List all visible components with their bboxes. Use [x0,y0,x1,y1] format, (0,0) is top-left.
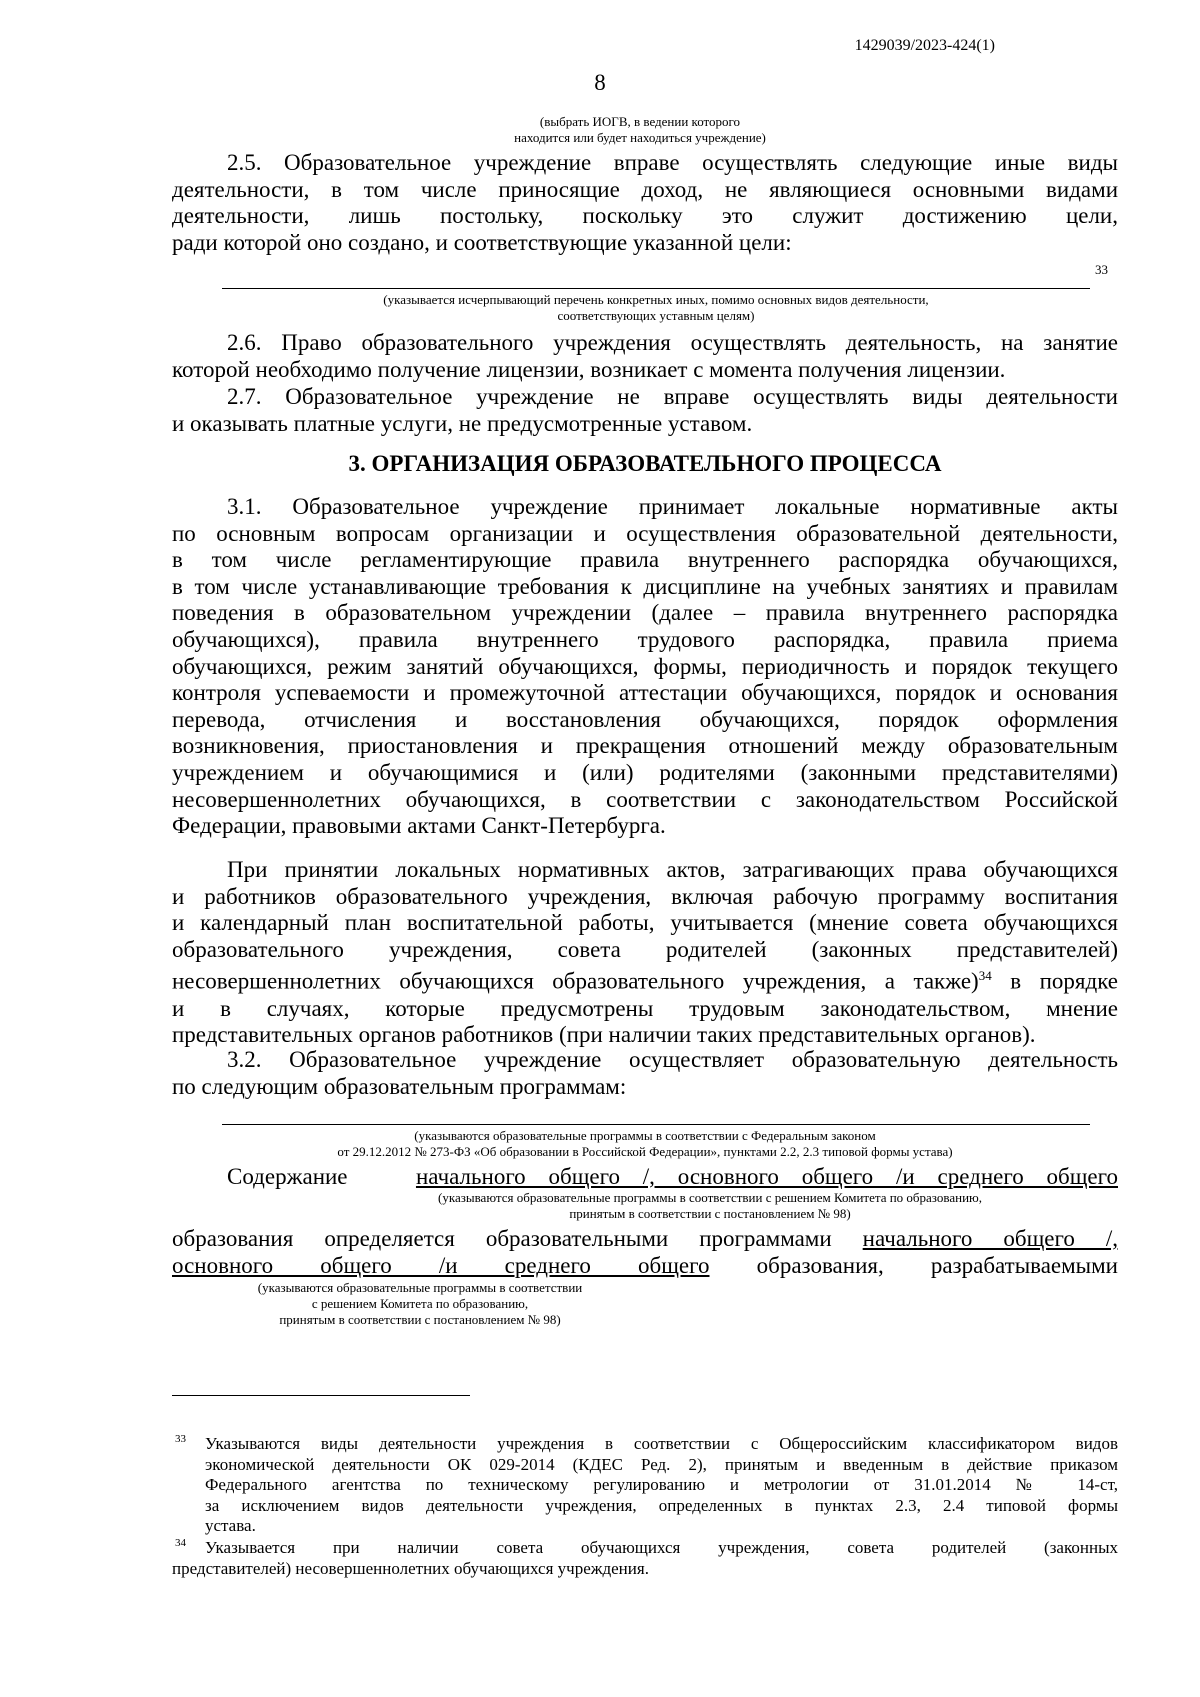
footnote-ref-33: 33 [1095,262,1108,277]
footnote-separator [172,1395,470,1396]
content-note-2: (указываются образовательные программы в соответствии с решением Комитета по образованию, принятым в соответствии с постановлением № 98) [257,1280,583,1327]
programs-note: (указываются образовательные программы в соответствии с Федеральным законом от 29.12.2012 № 273-ФЗ «Об образовании в Российской Федерации», пунктами 2.2, 2.3 типовой формы устава) [337,1128,953,1159]
content-continuation: образования определяется образовательными программами начального общего /, основного общего /и среднего общего образования, разрабатываемыми [172,1226,1118,1278]
paragraph-3-2: 3.2. Образовательное учреждение осуществляет образовательную деятельность по следующим образовательным программам: [172,1047,1118,1099]
footnote-34-mark: 34 [175,1537,186,1549]
content-line [227,1164,1118,1191]
footnote-33: Указываются виды деятельности учреждения в соответствии с Общероссийским классификатором видов экономической деятельности ОК 029-2014 (КДЕС Ред. 2), принятым и введенным в действие приказом Федерального агентства по техническому регулированию и метрологии от 31.01.2014 № 14-ст, за исключением видов деятельности учреждения, определенных в пунктах 2.3, 2.4 типовой формы устава. [205,1434,1118,1535]
content-note: (указываются образовательные программы в соответствии с решением Комитета по образованию, принятым в соответствии с постановлением № 98) [438,1190,982,1221]
page-number: 8 [594,70,606,95]
paragraph-3-1-opinion: При принятии локальных нормативных актов, затрагивающих права обучающихся и работников образовательного учреждения, включая рабочую программу воспитания и календарный план воспитательной работы, учитывается (мнение совета обучающихся образовательного учреждения, совета родителей (законных представителей) несовершеннолетних обучающихся образовательного учреждения, а также)$^{34}$ в порядке и в случаях, которые предусмотрены трудовым законодательством, мнение представительных органов работников (при наличии таких представительных органов). [172,857,1119,1048]
fill-line [222,288,1090,289]
content-label: Содержание [227,1164,348,1189]
paragraph-2-7: 2.7. Образовательное учреждение не вправе осуществлять виды деятельности и оказывать платные услуги, не предусмотренные уставом. [172,384,1118,436]
paragraph-2-6: 2.6. Право образовательного учреждения осуществлять деятельность, на занятие которой необходимо получение лицензии, возникает с момента получения лицензии. [172,330,1118,382]
programs-underlined: начального общего /, основного общего /и среднего общего [415,1164,1118,1189]
iogv-note: (выбрать ИОГВ, в ведении которого находится или будет находиться учреждение) [514,114,766,145]
activities-note: (указывается исчерпывающий перечень конкретных иных, помимо основных видов деятельности, соответствующих уставным целям) [383,292,929,323]
paragraph-2-5: 2.5. Образовательное учреждение вправе осуществлять следующие иные виды деятельности, в том числе приносящие доход, не являющиеся основными видами деятельности, лишь постольку, поскольку это служит достижению цели, ради которой оно создано, и соответствующие указанной цели: [172,150,1118,255]
section-3-heading: 3. ОРГАНИЗАЦИЯ ОБРАЗОВАТЕЛЬНОГО ПРОЦЕССА [348,451,942,476]
paragraph-3-1: 3.1. Образовательное учреждение принимает локальные нормативные акты по основным вопросам организации и осуществления образовательной деятельности, в том числе регламентирующие правила внутреннего распорядка обучающихся, в том числе устанавливающие требования к дисциплине на учебных занятиях и правилам поведения в образовательном учреждении (далее – правила внутреннего распорядка обучающихся), правила внутреннего трудового распорядка, правила приема обучающихся, режим занятий обучающихся, формы, периодичность и порядок текущего контроля успеваемости и промежуточной аттестации обучающихся, порядок и основания перевода, отчисления и восстановления обучающихся, порядок оформления возникновения, приостановления и прекращения отношений между образовательным учреждением и обучающимися и (или) родителями (законными представителями) несовершеннолетних обучающихся, в соответствии с законодательством Российской Федерации, правовыми актами Санкт-Петербурга. [172,494,1118,839]
footnote-34: Указывается при наличии совета обучающихся учреждения, совета родителей (законных представителей) несовершеннолетних обучающихся учреждения. [172,1538,1118,1578]
footnote-33-mark: 33 [175,1433,186,1445]
fill-line [222,1124,1090,1125]
document-number: 1429039/2023-424(1) [854,37,995,54]
footnote-ref-34: 34 [978,968,992,984]
